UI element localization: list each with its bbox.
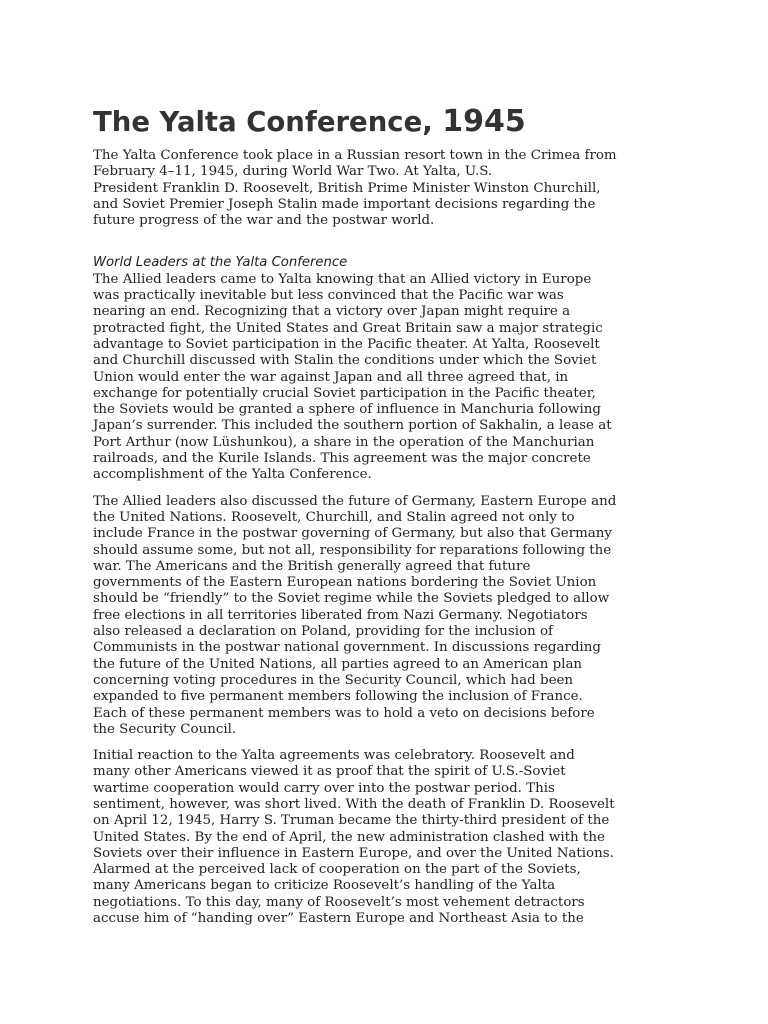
text-line: sentiment, however, was short lived. With the death of Franklin D. Roosevelt xyxy=(93,796,615,812)
text-line: protracted fight, the United States and Great Britain saw a major strategic xyxy=(93,320,603,336)
text-line: nearing an end. Recognizing that a victory over Japan might require a xyxy=(93,304,571,320)
text-line: many Americans began to criticize Roosevelt’s handling of the Yalta xyxy=(93,878,556,894)
text-line: and Soviet Premier Joseph Stalin made important decisions regarding the xyxy=(93,196,596,212)
text-line: wartime cooperation would carry over into the postwar period. This xyxy=(93,780,555,796)
text-line: Port Arthur (now Lüshunkou), a share in the operation of the Manchurian xyxy=(93,434,595,450)
title-main: The Yalta Conference, xyxy=(93,106,443,138)
text-line: the future of the United Nations, all parties agreed to an American plan xyxy=(93,656,583,672)
text-line: negotiations. To this day, many of Roosevelt’s most vehement detractors xyxy=(93,894,585,910)
text-line: governments of the Eastern European nations bordering the Soviet Union xyxy=(93,575,597,591)
section-subheading: World Leaders at the Yalta Conference xyxy=(93,255,348,271)
text-line: United States. By the end of April, the new administration clashed with the xyxy=(93,829,605,845)
text-line: accuse him of “handing over” Eastern Europe and Northeast Asia to the xyxy=(93,911,584,927)
text-line: the Security Council. xyxy=(93,721,237,737)
intro-paragraph xyxy=(93,148,683,229)
text-line: The Allied leaders came to Yalta knowing that an Allied victory in Europe xyxy=(93,271,592,287)
text-line: Each of these permanent members was to hold a veto on decisions before xyxy=(93,705,595,721)
title-year: 1945 xyxy=(442,104,526,139)
text-line: future progress of the war and the postwar world. xyxy=(93,213,435,229)
text-line: on April 12, 1945, Harry S. Truman became the thirty-third president of the xyxy=(93,813,610,829)
text-line: free elections in all territories liberated from Nazi Germany. Negotiators xyxy=(93,607,588,623)
text-line: President Franklin D. Roosevelt, British Prime Minister Winston Churchill, xyxy=(93,180,601,196)
text-line: was practically inevitable but less convinced that the Pacific war was xyxy=(93,288,564,304)
text-line: also released a declaration on Poland, providing for the inclusion of xyxy=(93,624,554,640)
text-line: Soviets over their influence in Eastern Europe, and over the United Nations. xyxy=(93,845,614,861)
text-line: Alarmed at the perceived lack of cooperation on the part of the Soviets, xyxy=(93,862,581,878)
text-line: many other Americans viewed it as proof that the spirit of U.S.-Soviet xyxy=(93,764,566,780)
text-line: The Yalta Conference took place in a Russian resort town in the Crimea from xyxy=(93,148,617,163)
text-line: advantage to Soviet participation in the Pacific theater. At Yalta, Roosevelt xyxy=(93,336,600,352)
body-paragraph-1 xyxy=(93,272,683,484)
page-title xyxy=(93,100,683,144)
text-line: Communists in the postwar national government. In discussions regarding xyxy=(93,640,601,656)
text-line: expanded to five permanent members following the inclusion of France. xyxy=(93,689,583,705)
text-line: the Soviets would be granted a sphere of influence in Manchuria following xyxy=(93,402,601,418)
text-line: accomplishment of the Yalta Conference. xyxy=(93,467,372,483)
text-line: the United Nations. Roosevelt, Churchill, and Stalin agreed not only to xyxy=(93,509,575,525)
text-line: should be “friendly” to the Soviet regime while the Soviets pledged to allow xyxy=(93,591,610,607)
text-line: exchange for potentially crucial Soviet participation in the Pacific theater, xyxy=(93,385,596,401)
text-line: railroads, and the Kurile Islands. This agreement was the major concrete xyxy=(93,451,591,467)
document-page xyxy=(93,100,683,937)
text-line: should assume some, but not all, responsibility for reparations following the xyxy=(93,542,612,558)
text-line: February 4–11, 1945, during World War Two. At Yalta, U.S. xyxy=(93,164,493,180)
text-line: Japan’s surrender. This included the southern portion of Sakhalin, a lease at xyxy=(93,418,612,434)
text-line: include France in the postwar governing of Germany, but also that Germany xyxy=(93,526,612,542)
text-line: The Allied leaders also discussed the future of Germany, Eastern Europe and xyxy=(93,493,617,509)
body-paragraph-3 xyxy=(93,748,683,927)
text-line: and Churchill discussed with Stalin the conditions under which the Soviet xyxy=(93,353,597,369)
body-paragraph-2 xyxy=(93,494,683,738)
text-line: Initial reaction to the Yalta agreements was celebratory. Roosevelt and xyxy=(93,748,575,764)
text-line: concerning voting procedures in the Security Council, which had been xyxy=(93,672,574,688)
text-line: war. The Americans and the British generally agreed that future xyxy=(93,558,531,574)
text-line: Union would enter the war against Japan and all three agreed that, in xyxy=(93,369,569,385)
